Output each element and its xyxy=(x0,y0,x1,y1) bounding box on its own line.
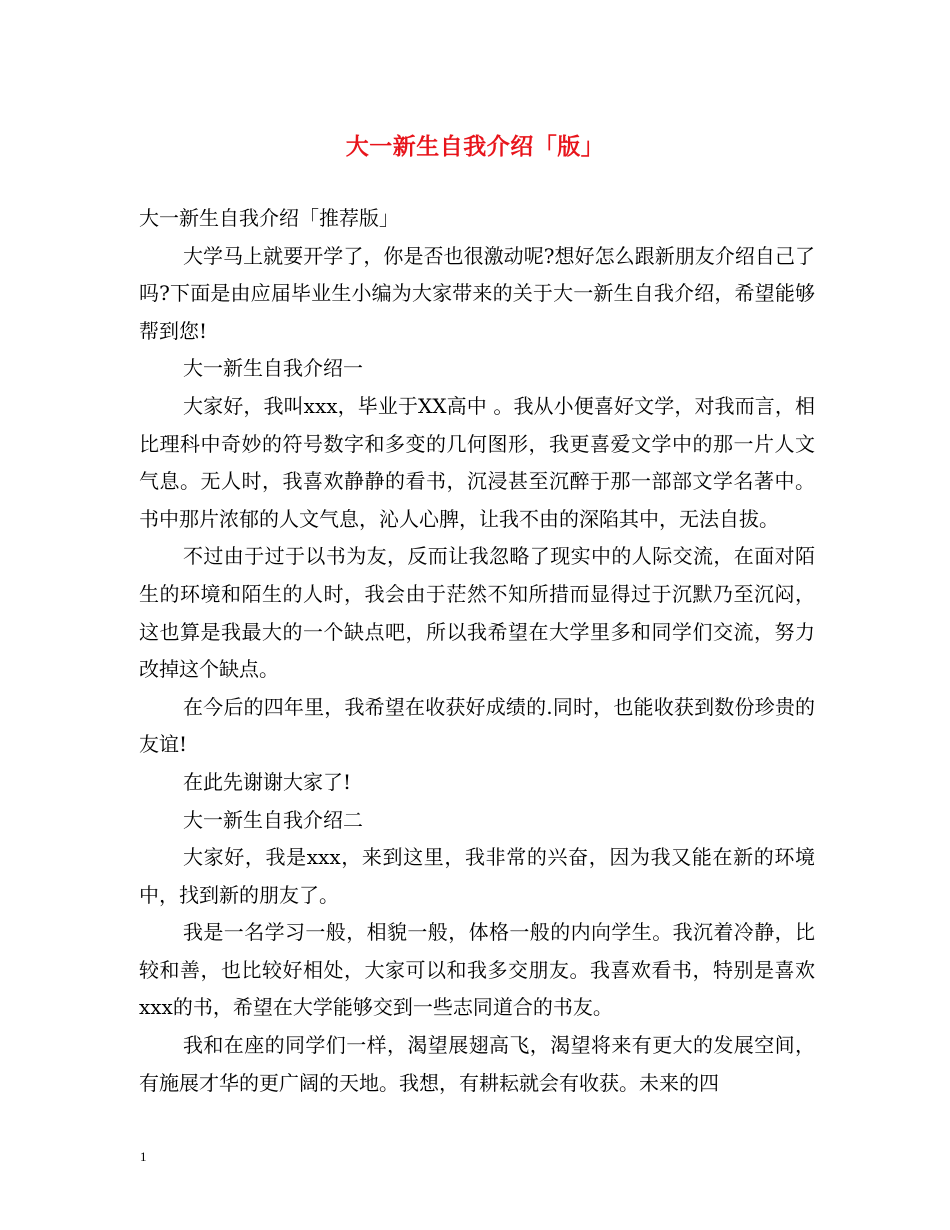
paragraph: 在今后的四年里，我希望在收获好成绩的.同时，也能收获到数份珍贵的友谊! xyxy=(139,694,815,757)
section-heading: 大一新生自我介绍二 xyxy=(183,807,363,832)
paragraph: 大家好，我是xxx，来到这里，我非常的兴奋，因为我又能在新的环境中，找到新的朋友了。 xyxy=(139,845,815,907)
paragraph: 我和在座的同学们一样，渴望展翅高飞，渴望将来有更大的发展空间，有施展才华的更广阔的天地。我想，有耕耘就会有收获。未来的四 xyxy=(139,1033,815,1095)
page-number: 1 xyxy=(140,1149,147,1164)
paragraph: 我是一名学习一般，相貌一般，体格一般的内向学生。我沉着冷静，比较和善，也比较好相处，大家可以和我多交朋友。我喜欢看书，特别是喜欢xxx的书，希望在大学能够交到一些志同道合的书友。 xyxy=(139,920,815,1020)
paragraph: 在此先谢谢大家了! xyxy=(183,769,352,794)
paragraph: 不过由于过于以书为友，反而让我忽略了现实中的人际交流，在面对陌生的环境和陌生的人时，我会由于茫然不知所措而显得过于沉默乃至沉闷，这也算是我最大的一个缺点吧，所以我希望在大学里多和同学们交流，努力改掉这个缺点。 xyxy=(139,544,815,682)
paragraph: 大家好，我叫xxx，毕业于XX高中 。我从小便喜好文学，对我而言，相比理科中奇妙的符号数字和多变的几何图形，我更喜爱文学中的那一片人文气息。无人时，我喜欢静静的看书，沉浸甚至沉醉于那一部部文学名著中。书中那片浓郁的人文气息，沁人心脾，让我不由的深陷其中，无法自拔。 xyxy=(139,393,815,531)
paragraph: 大学马上就要开学了，你是否也很激动呢?想好怎么跟新朋友介绍自己了吗?下面是由应届毕业生小编为大家带来的关于大一新生自我介绍，希望能够帮到您! xyxy=(139,243,815,343)
section-heading: 大一新生自我介绍一 xyxy=(183,356,363,381)
document-body xyxy=(139,200,815,1102)
document-title: 大一新生自我介绍「版」 xyxy=(345,133,605,160)
paragraph: 大一新生自我介绍「推荐版」 xyxy=(139,206,399,230)
